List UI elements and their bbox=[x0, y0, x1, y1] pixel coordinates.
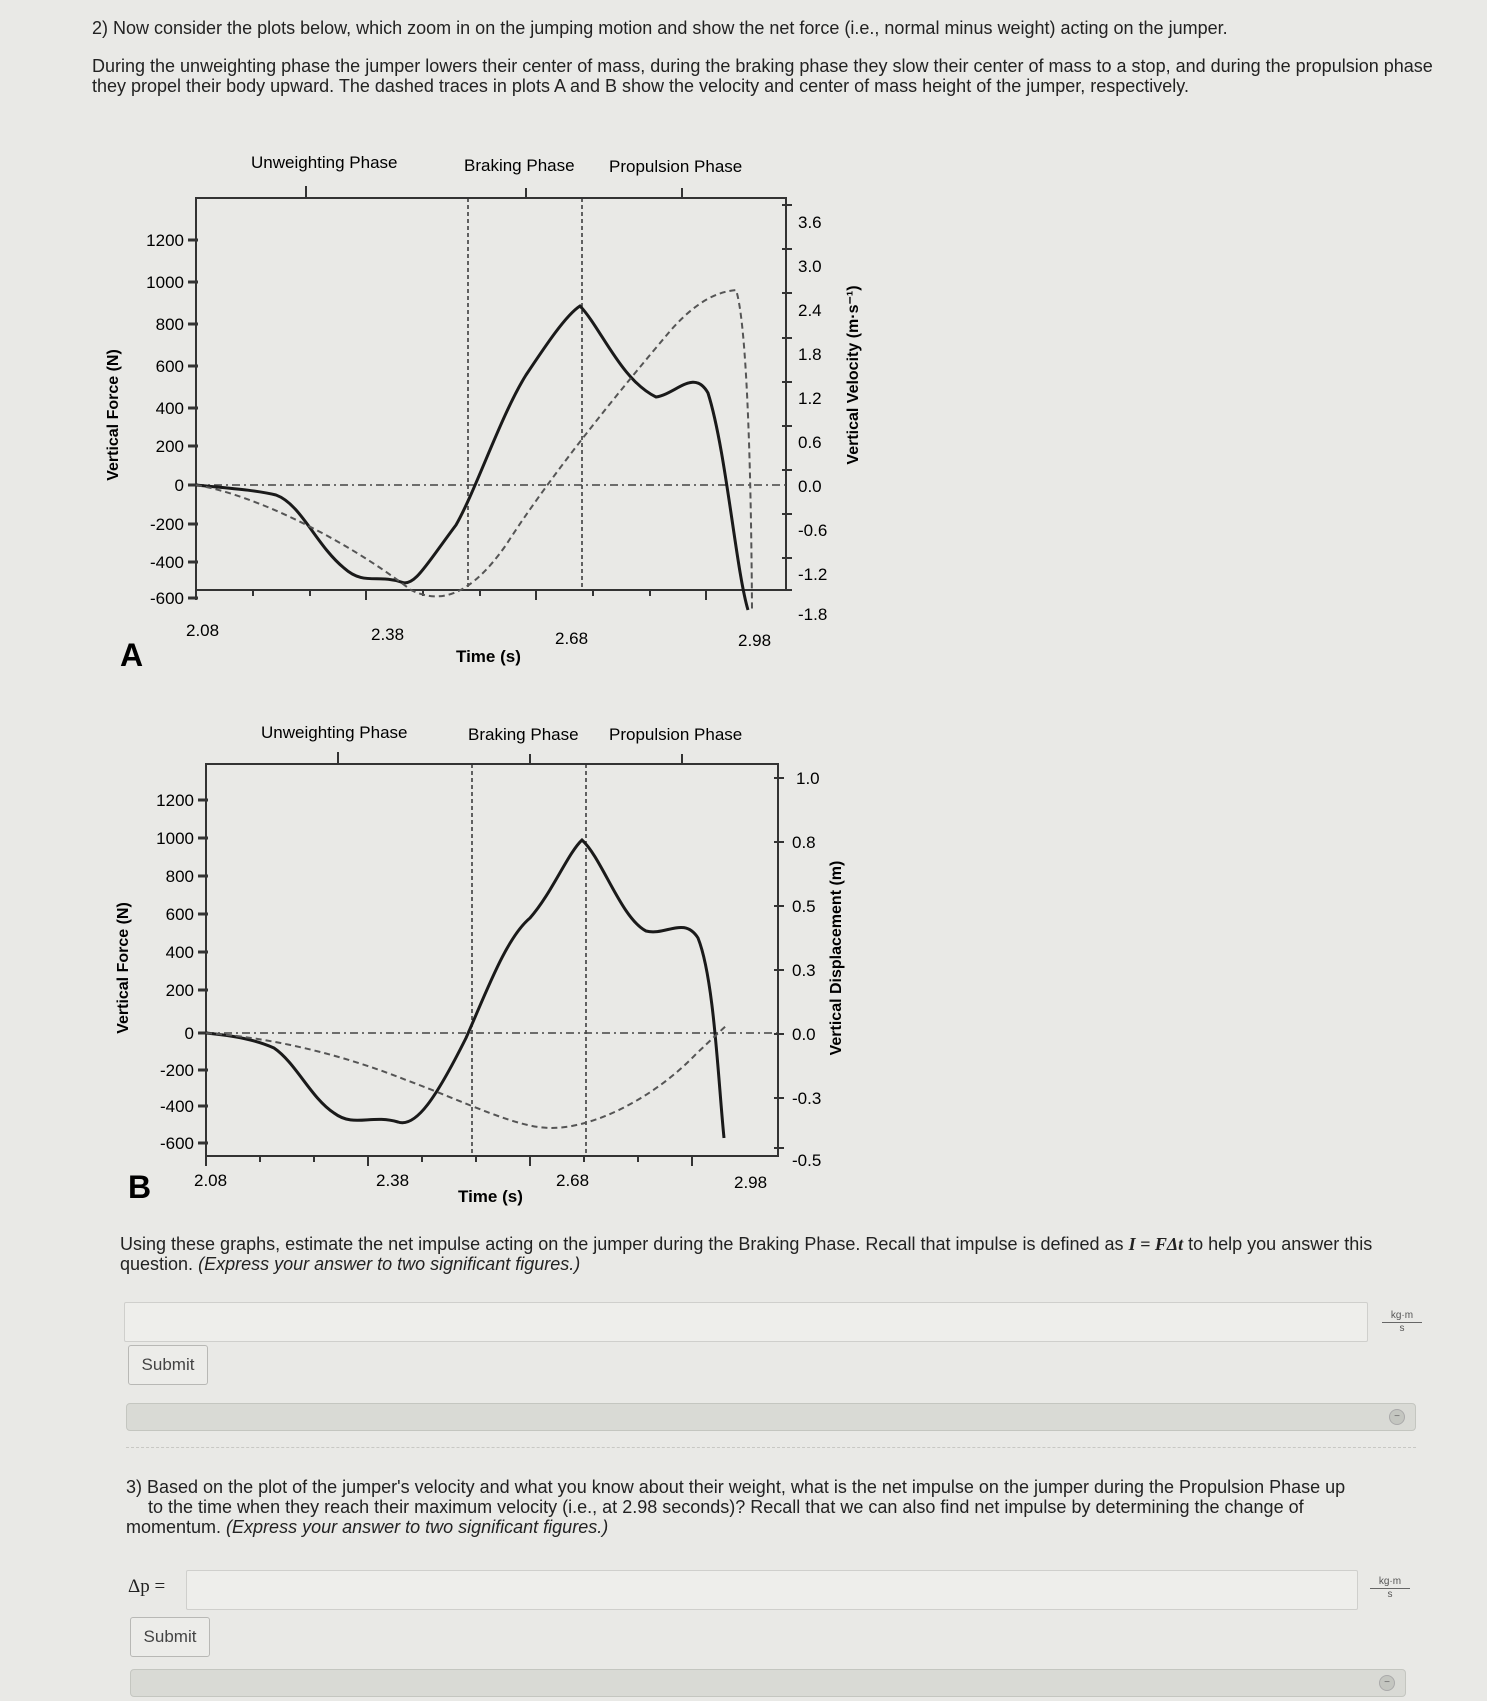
impulse-formula: I = FΔt bbox=[1128, 1234, 1184, 1254]
unit-denominator: s bbox=[1387, 1589, 1393, 1600]
submit-button[interactable]: Submit bbox=[130, 1617, 210, 1657]
x-axis-ticks bbox=[206, 1156, 692, 1166]
x-tick-label: 2.08 bbox=[194, 1171, 228, 1190]
feedback-icon[interactable]: − bbox=[1379, 1675, 1395, 1691]
phase-brackets bbox=[206, 752, 778, 764]
question3-instruction: (Express your answer to two significant figures.) bbox=[226, 1517, 609, 1537]
question3 bbox=[126, 1477, 1426, 1537]
left-axis-label: Vertical Force (N) bbox=[115, 902, 132, 1034]
left-tick-label: -200 bbox=[159, 1061, 194, 1080]
panel-label: A bbox=[120, 637, 144, 673]
phase-label-braking: Braking Phase bbox=[468, 725, 579, 744]
x-tick-label: 2.38 bbox=[376, 1171, 410, 1190]
phase-label-unweighting: Unweighting Phase bbox=[261, 723, 408, 742]
x-tick-label: 2.08 bbox=[186, 621, 220, 640]
plot-b bbox=[106, 718, 846, 1208]
left-tick-label: 600 bbox=[155, 357, 184, 376]
right-tick-label: 2.4 bbox=[798, 301, 822, 320]
right-tick-label: -0.6 bbox=[798, 521, 828, 540]
x-tick-label: 2.68 bbox=[556, 1171, 590, 1190]
question2-body: During the unweighting phase the jumper lowers their center of mass, during the braking phase they slow their center of mass to a stop, and during the propulsion phase they propel their body upward. The dashed traces in plots A and B show the velocity and center of mass height of the jumper, respectively. bbox=[92, 56, 1433, 96]
delta-p-label: Δp = bbox=[128, 1576, 166, 1597]
x-tick-label: 2.68 bbox=[555, 629, 589, 648]
x-tick-label: 2.98 bbox=[734, 1173, 768, 1192]
unit-denominator: s bbox=[1399, 1323, 1405, 1334]
left-tick-label: -600 bbox=[159, 1134, 194, 1153]
right-tick-label: 1.8 bbox=[798, 345, 822, 364]
feedback-icon[interactable]: − bbox=[1389, 1409, 1405, 1425]
question2-intro: 2) Now consider the plots below, which zoom in on the jumping motion and show the net force (i.e., normal minus weight) acting on the jumper. bbox=[92, 18, 1228, 38]
question3-line3: momentum. bbox=[126, 1517, 222, 1537]
velocity-curve bbox=[196, 290, 752, 610]
right-tick-label: -0.3 bbox=[792, 1089, 822, 1108]
submit-button[interactable]: Submit bbox=[128, 1345, 208, 1385]
left-tick-label: -400 bbox=[159, 1097, 194, 1116]
left-tick-label: 1200 bbox=[146, 231, 184, 250]
delta-p-unit bbox=[1370, 1576, 1410, 1600]
right-tick-label: 1.2 bbox=[798, 389, 822, 408]
phase-label-braking: Braking Phase bbox=[464, 156, 575, 175]
phase-brackets bbox=[196, 186, 786, 198]
left-tick-label: -600 bbox=[149, 589, 184, 608]
left-tick-label: -200 bbox=[149, 515, 184, 534]
question3-line2: to the time when they reach their maximum velocity (i.e., at 2.98 seconds)? Recall that we can also find net impulse by determining the change of bbox=[148, 1497, 1304, 1517]
right-tick-label: 0.5 bbox=[792, 897, 816, 916]
unit-numerator: kg·m bbox=[1370, 1576, 1410, 1589]
impulse-question-text: Using these graphs, estimate the net impulse acting on the jumper during the Braking Phase. Recall that impulse is defined as bbox=[120, 1234, 1129, 1254]
left-tick-label: 0 bbox=[174, 476, 184, 495]
left-tick-label: -400 bbox=[149, 553, 184, 572]
question3-line1: 3) Based on the plot of the jumper's velocity and what you know about their weight, what is the net impulse on the jumper during the Propulsion Phase up bbox=[126, 1477, 1346, 1497]
left-tick-label: 1000 bbox=[156, 829, 194, 848]
right-axis-label: Vertical Velocity (m·s⁻¹) bbox=[845, 285, 862, 465]
x-tick-label: 2.38 bbox=[371, 625, 405, 644]
left-tick-label: 800 bbox=[165, 867, 194, 886]
net-force-curve bbox=[196, 306, 748, 610]
plot-a bbox=[96, 150, 862, 690]
net-force-curve bbox=[206, 840, 724, 1138]
right-tick-label: -1.8 bbox=[798, 605, 828, 624]
right-tick-label: 0.0 bbox=[792, 1025, 816, 1044]
feedback-bar bbox=[130, 1669, 1406, 1697]
right-tick-label: 1.0 bbox=[796, 769, 820, 788]
left-tick-label: 0 bbox=[184, 1024, 194, 1043]
x-axis-label: Time (s) bbox=[456, 647, 521, 666]
phase-label-propulsion: Propulsion Phase bbox=[609, 725, 743, 744]
right-tick-label: 0.3 bbox=[792, 961, 816, 980]
right-axis-label: Vertical Displacement (m) bbox=[828, 860, 845, 1056]
delta-p-answer-input[interactable] bbox=[186, 1570, 1358, 1610]
left-tick-label: 1000 bbox=[146, 273, 184, 292]
panel-label: B bbox=[128, 1169, 152, 1205]
unit-numerator: kg·m bbox=[1382, 1310, 1422, 1323]
left-tick-label: 600 bbox=[165, 905, 194, 924]
right-tick-label: 0.8 bbox=[792, 833, 816, 852]
left-axis-label: Vertical Force (N) bbox=[105, 349, 122, 481]
feedback-bar bbox=[126, 1403, 1416, 1431]
right-tick-label: -1.2 bbox=[798, 565, 828, 584]
impulse-instruction: (Express your answer to two significant figures.) bbox=[198, 1254, 581, 1274]
phase-label-unweighting: Unweighting Phase bbox=[251, 153, 398, 172]
right-tick-label: 0.0 bbox=[798, 477, 822, 496]
plot-frame bbox=[206, 764, 778, 1156]
left-tick-label: 200 bbox=[155, 437, 184, 456]
plot-frame bbox=[196, 198, 786, 590]
phase-label-propulsion: Propulsion Phase bbox=[609, 157, 743, 176]
impulse-answer-input[interactable] bbox=[124, 1302, 1368, 1342]
x-axis-label: Time (s) bbox=[458, 1187, 523, 1206]
left-tick-label: 800 bbox=[155, 315, 184, 334]
left-tick-label: 400 bbox=[155, 399, 184, 418]
impulse-question bbox=[120, 1234, 1380, 1274]
right-tick-label: 0.6 bbox=[798, 433, 822, 452]
left-tick-label: 1200 bbox=[156, 791, 194, 810]
right-tick-label: 3.0 bbox=[798, 257, 822, 276]
impulse-question-text-after: to help you answer this question. bbox=[120, 1234, 1373, 1274]
section-divider bbox=[126, 1447, 1416, 1448]
x-tick-label: 2.98 bbox=[738, 631, 772, 650]
left-tick-label: 200 bbox=[165, 981, 194, 1000]
impulse-unit bbox=[1382, 1310, 1422, 1334]
left-tick-label: 400 bbox=[165, 943, 194, 962]
right-tick-label: -0.5 bbox=[792, 1151, 822, 1170]
right-tick-label: 3.6 bbox=[798, 213, 822, 232]
